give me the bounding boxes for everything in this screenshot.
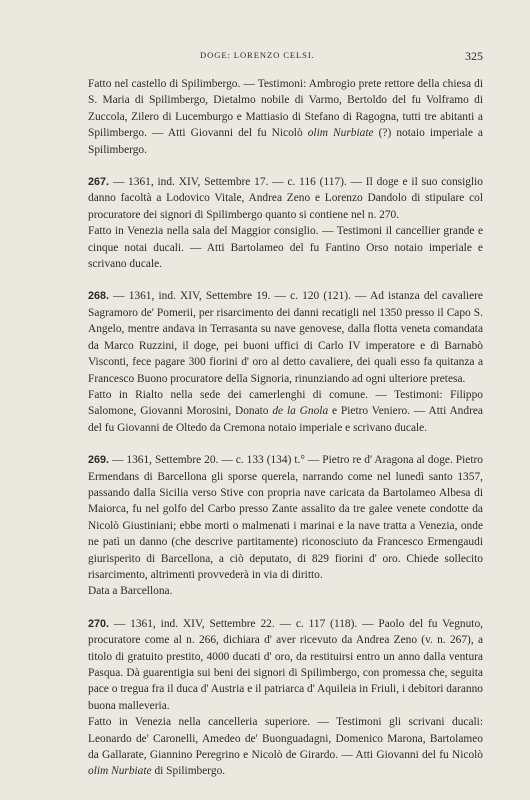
intro-italic: olim Nurbiate bbox=[307, 127, 374, 140]
intro-text: Fatto nel castello di Spilimbergo. — Testimoni: Ambrogio prete rettore della chiesa di S. Maria di Spilimbergo, Dietalmo nobile di Varmo, Bertoldo del fu Volframo di Zuccola, Zilero di Lucemburgo e Mattiasio di Stefano di Ragogna, tutti tre abitanti a Spilimbergo. — Atti Giovanni del fu Nicolò bbox=[88, 78, 483, 140]
entry-269-paragraph bbox=[88, 452, 483, 583]
page-number: 325 bbox=[465, 49, 483, 63]
entry-number: 268. bbox=[88, 290, 110, 303]
entry-268-paragraph bbox=[88, 288, 483, 386]
entry-note-italic: olim Nurbiate bbox=[88, 765, 152, 778]
entry-note-tail: e Pietro Veniero. — Atti Andrea del fu Giovanni de Oltedo da Cremona notaio imperiale e scrivano ducale. bbox=[88, 405, 483, 434]
entry-267-note bbox=[88, 223, 483, 272]
entry-text: — 1361, Settembre 20. — c. 133 (134) t.° — Pietro re d' Aragona al doge. Pietro Ermendans di Barcellona gli sporse querela, narrando come nel lunedì santo 1357, passando dalla Sicilia verso Stive con propria nave caricata da Bartolameo Albesa di Maiorca, fu nel golfo del Carbo presso Zante assalito da tre galee venete condotte da Nicolò Giustiniani; ebbe morti o malmenati i marinai e la nave tratta a Venezia, onde ne patì un danno (che descrive partitamente) riconosciuto da Francesco Ermengaudi giurisperito di Barcellona, a ciò deputato, di 829 fiorini d' oro. Chiede sollecito risarcimento, altrimenti provvederà in via di diritto. bbox=[88, 454, 483, 581]
entry-number: 270. bbox=[88, 617, 110, 630]
entry-number: 267. bbox=[88, 176, 110, 189]
entry-note-text: Fatto in Venezia nella cancelleria superiore. — Testimoni gli scrivani ducali: Leonardo de' Caronelli, Amedeo de' Buonguadagni, Domenico Marona, Bartolameo da Gallarate, Giannino Peregrino e Nicolò de Girardo. — Atti Giovanni del fu Nicolò bbox=[88, 716, 483, 762]
entry-268-note bbox=[88, 387, 483, 436]
intro-tail: (?) notaio imperiale a Spilimbergo. bbox=[88, 127, 483, 156]
entry-267-paragraph bbox=[88, 174, 483, 223]
entry-text: — 1361, ind. XIV, Settembre 19. — c. 120 (121). — Ad istanza del cavaliere Sagramoro de' Pomerii, per risarcimento dei danni recatigli nel 1350 presso il Capo S. Angelo, mentre andava in Terrasanta su nave genovese, dalla flotta veneta comandata da Marco Ruzzini, il doge, pei buoni uffici di Carlo IV imperatore e di Barnabò Visconti, fece pagare 300 fiorini d' oro al detto cavaliere, dei quali esso fa quitanza a Francesco Buono procuratore della Signoria, rinunziando ad ogni ulteriore pretesa. bbox=[88, 290, 483, 385]
entry-note-text: Data a Barcellona. bbox=[88, 585, 173, 598]
entry-note-text: Fatto in Venezia nella sala del Maggior consiglio. — Testimoni il cancellier grande e cinque notai ducali. — Atti Bartolameo del fu Fantino Orso notaio imperiale e scrivano ducale. bbox=[88, 225, 483, 271]
document-body bbox=[88, 76, 483, 780]
entry-note-italic: de la Gnola bbox=[272, 405, 329, 418]
entry-note-text: Fatto in Rialto nella sede dei camerlenghi di comune. — Testimoni: Filippo Salomone, Giovanni Morosini, Donato bbox=[88, 388, 483, 418]
running-head: DOGE: LORENZO CELSI. bbox=[200, 50, 315, 60]
entry-270-paragraph bbox=[88, 616, 483, 714]
entry-note-tail: di Spilimbergo. bbox=[151, 765, 226, 778]
entry-number: 269. bbox=[88, 454, 110, 467]
intro-paragraph bbox=[88, 76, 483, 158]
entry-270-note bbox=[88, 714, 483, 780]
entry-text: — 1361, ind. XIV, Settembre 22. — c. 117 (118). — Paolo del fu Vegnuto, procuratore come al n. 266, dichiara d' aver ricevuto da Andrea Zeno (v. n. 267), a titolo di gratuito prestito, 4000 ducati d' oro, da restituirsi entro un anno dalla ventura Pasqua. Dà guarentigia sui beni dei signori di Spilimbergo, con promessa che, seguita pace o tregua fra il duca d' Austria e il patriarca d' Aquileia in Friuli, i debitori daranno buona malleveria. bbox=[88, 617, 483, 712]
entry-text: — 1361, ind. XIV, Settembre 17. — c. 116 (117). — Il doge e il suo consiglio danno facoltà a Lodovico Vitale, Andrea Zeno e Lorenzo Dandolo di stipulare col procuratore dei signori di Spilimbergo quanto si contiene nel n. 270. bbox=[88, 176, 483, 221]
page-header bbox=[88, 50, 483, 64]
entry-269-note bbox=[88, 583, 483, 599]
